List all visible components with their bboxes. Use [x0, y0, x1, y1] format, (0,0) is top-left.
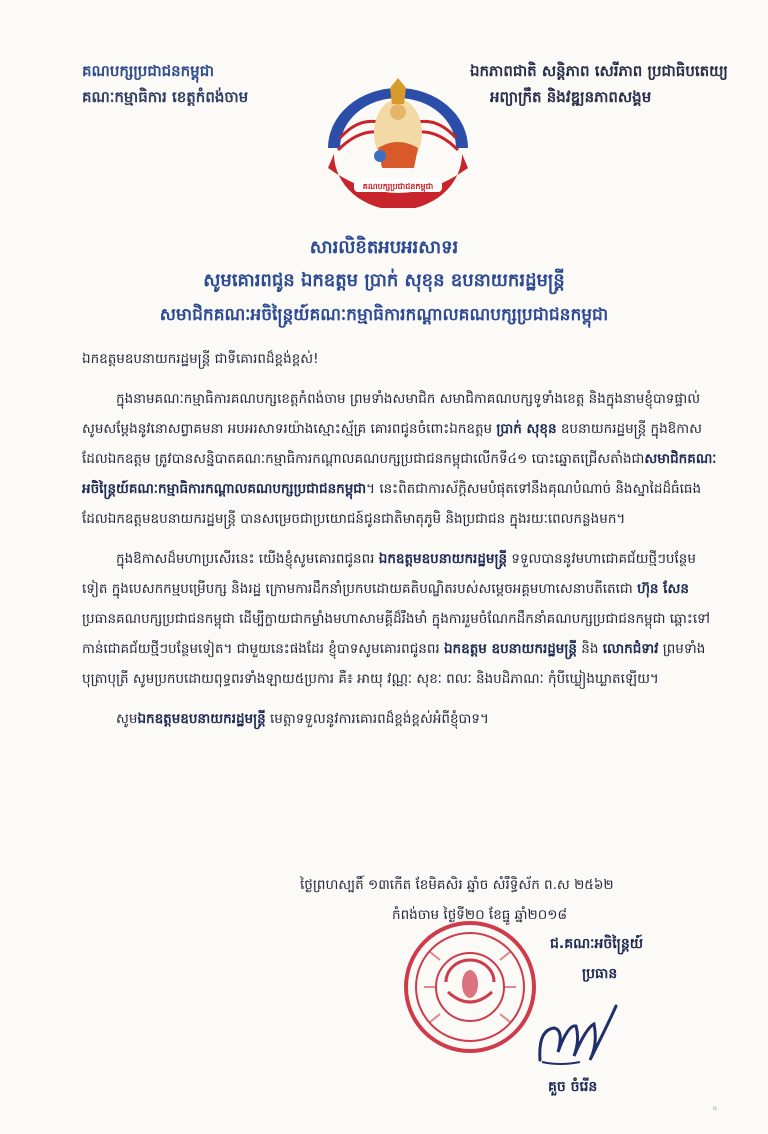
party-name: គណបក្សប្រជាជនកម្ពុជា — [82, 62, 214, 80]
signatory-org: ជ.គណៈអចិន្ត្រៃយ៍ — [550, 936, 644, 952]
motto-line-2: អព្យាក្រឹត និងវឌ្ឍនភាពសង្គម — [490, 88, 652, 106]
official-stamp — [400, 912, 540, 1062]
paragraph-1: ក្នុងនាមគណៈកម្មាធិការគណបក្សខេត្តកំពង់ចាម ព្រមទាំងសមាជិក សមាជិកាគណបក្សទូទាំងខេត្ត និងក្នុងនាមខ្ញុំបាទផ្ទាល់ សូមសម្តែងនូវនោសព្វាគមនា អបអរសាទរយ៉ាងស្មោះស្ម័គ្រ គោរពជូនចំពោះឯកឧត្តម ប្រាក់ សុខុន ឧបនាយករដ្ឋមន្ត្រី ក្នុងឱកាសដែលឯកឧត្តម ត្រូវបានសន្និបាតគណៈកម្មាធិការកណ្តាលគណបក្សប្រជាជនកម្ពុជាលើកទី៤១ បោះឆ្នោតជ្រើសតាំងជាសមាជិកគណៈអចិន្ត្រៃយ៍គណៈកម្មាធិការកណ្តាលគណបក្សប្រជាជនកម្ពុជា។ នេះពិតជាការស័ក្តិសមបំផុតទៅនឹងគុណបំណាច់ និងស្នាដៃដ៏ធំធេងដែលឯកឧត្តមឧបនាយករដ្ឋមន្ត្រី បានសម្រេចជាប្រយោជន៍ជូនជាតិមាតុភូមិ និងប្រជាជន ក្នុងរយៈពេលកន្លងមក។ — [82, 391, 717, 527]
letter-addressee: សូមគោរពជូន ឯកឧត្តម ប្រាក់ សុខុន ឧបនាយករដ្ឋមន្ត្រី — [203, 270, 565, 291]
paragraph-2: ក្នុងឱកាសដ៏មហាប្រសើរនេះ យើងខ្ញុំសូមគោរពជូនពរ ឯកឧត្តមឧបនាយករដ្ឋមន្ត្រី ទទួលបាននូវមហាជោគជ័យថ្មីៗបន្ថែមទៀត ក្នុងបេសកកម្មបម្រើបក្ស និងរដ្ឋ ក្រោមការដឹកនាំប្រកបដោយគតិបណ្ឌិតរបស់សម្តេចអគ្គមហាសេនាបតីតេជោ ហ៊ុន សែន ប្រធានគណបក្សប្រជាជនកម្ពុជា ដើម្បីក្លាយជាកម្លាំងមហាសាមគ្គីដ៏រឹងមាំ ក្នុងការរួមចំណែកដឹកនាំគណបក្សប្រជាជនកម្ពុជា ឆ្ពោះទៅកាន់ជោគជ័យថ្មីៗបន្ថែមទៀត។ ជាមួយនេះផងដែរ ខ្ញុំបាទសូមគោរពជូនពរ ឯកឧត្តម ឧបនាយករដ្ឋមន្ត្រី និង លោកជំទាវ ព្រមទាំងបុត្រាបុត្រី សូមប្រកបដោយពុទ្ធពរទាំងឡាយ៥ប្រការ គឺ៖ អាយុ វណ្ណៈ សុខៈ ពលៈ និងបដិភាណៈ កុំបីឃ្លៀងឃ្លាតឡើយ។ — [82, 551, 710, 687]
lunar-date: ថ្ងៃព្រហស្បតិ៍ ១៣កើត ខែមិគសិរ ឆ្នាំច សំរឹទ្ធិស័ក ព.ស ២៥៦២ — [300, 877, 614, 893]
closing-paragraph: សូមឯកឧត្តមឧបនាយករដ្ឋមន្ត្រី មេត្តាទទួលនូវការគោរពដ៏ខ្ពង់ខ្ពស់អំពីខ្ញុំបាទ។ — [116, 711, 489, 727]
solar-date: កំពង់ចាម ថ្ងៃទី២០ ខែធ្នូ ឆ្នាំ២០១៨ — [392, 907, 568, 923]
logo-caption: គណបក្សប្រជាជនកម្ពុជា — [362, 182, 434, 191]
signatory-name: គួច ចំរើន — [548, 1079, 598, 1095]
party-header — [82, 58, 322, 110]
letter-title: សារលិខិតអបអរសាទរ — [309, 237, 459, 258]
addressee-name: ប្រាក់ សុខុន — [496, 421, 557, 437]
corner-mark: ◦ — [712, 1104, 718, 1115]
logo-crown — [390, 78, 406, 104]
letter-title-block — [60, 232, 708, 332]
salutation: ឯកឧត្តមឧបនាយករដ្ឋមន្ត្រី ជាទីគោរពដ៏ខ្ពង់ខ្ពស់! — [82, 351, 319, 367]
handwritten-signature — [520, 1000, 640, 1080]
pm-name: ហ៊ុន សែន — [637, 581, 689, 597]
elected-role: សមាជិកគណៈអចិន្ត្រៃយ៍គណៈកម្មាធិការកណ្តាលគណបក្សប្រជាជនកម្ពុជា — [82, 451, 717, 497]
committee-name: គណៈកម្មាធិការ ខេត្តកំពង់ចាម — [82, 88, 249, 106]
party-logo — [318, 78, 478, 208]
signatory-role: ប្រធាន — [582, 966, 618, 982]
motto-line-1: ឯកភាពជាតិ សន្តិភាព សេរីភាព ប្រជាធិបតេយ្យ — [470, 62, 728, 80]
letter-body — [82, 344, 718, 744]
national-motto — [470, 58, 740, 110]
letter-addressee-role: សមាជិកគណៈអចិន្ត្រៃយ៍គណៈកម្មាធិការកណ្តាលគណបក្សប្រជាជនកម្ពុជា — [159, 305, 609, 325]
